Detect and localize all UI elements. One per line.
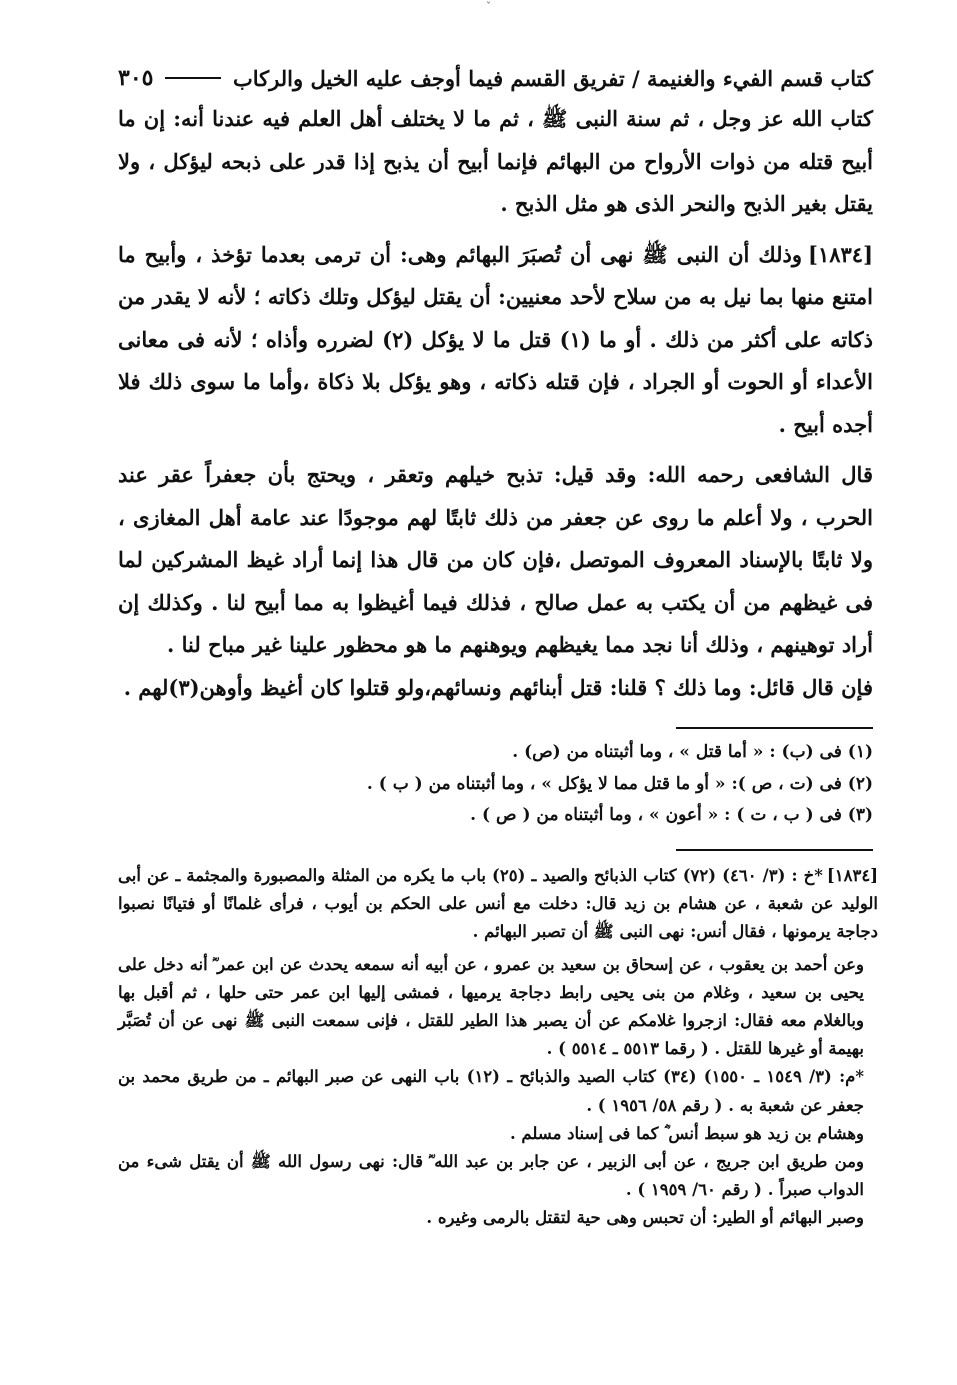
paragraph-2 <box>118 234 873 447</box>
takhrij-number: [١٨٣٤] <box>826 866 878 885</box>
paragraph-4: فإن قال قائل: وما ذلك ؟ قلنا: قتل أبنائهم ونسائهم،ولو قتلوا كان أغيظ وأوهن(٣)لهم . <box>123 674 873 700</box>
takhrij-entry-6: وصبر البهائم أو الطير: أن تحبس وهى حية لتقتل بالرمى وغيره . <box>426 1208 864 1228</box>
footnote-separator <box>676 727 873 729</box>
running-header <box>118 58 873 98</box>
takhrij-entry-5: ومن طريق ابن جريج ، عن أبى الزبير ، عن جابر بن عبد الله ؓ قال: نهى رسول الله ﷺ أن يقتل شىء من الدواب صبراً . ( رقم ٦٠/ ١٩٥٩ ) . <box>118 1152 864 1200</box>
takhrij-separator <box>676 849 873 851</box>
scan-mark: ˇ <box>486 2 491 13</box>
footnote-2: (٢) فى (ت ، ص ): « أو ما قتل مما لا يؤكل » ، وما أثبتناه من ( ب ) . <box>366 773 873 794</box>
takhrij-entry-3: *م: (٣/ ١٥٤٩ ـ ١٥٥٠) (٣٤) كتاب الصيد والذبائح ـ (١٢) باب النهى عن صبر البهائم ـ من طريق محمد بن جعفر عن شعبة به . ( رقم ٥٨/ ١٩٥٦ ) . <box>118 1067 865 1115</box>
takhrij-entry-1 <box>118 862 878 947</box>
footnote-3: (٣) فى ( ب ، ت ) : « أعون » ، وما أثبتناه من ( ص ) . <box>470 805 873 825</box>
header-rule <box>165 77 221 79</box>
footnote-1: (١) فى (ب) : « أما قتل » ، وما أثبتناه من (ص) . <box>512 742 873 762</box>
header-title: كتاب قسم الفيء والغنيمة / تفريق القسم فيما أوجف عليه الخيل والركاب <box>233 65 873 91</box>
takhrij-entry-2: وعن أحمد بن يعقوب ، عن إسحاق بن سعيد بن عمرو ، عن أبيه أنه سمعه يحدث عن ابن عمر ؓ أنه دخل على يحيى بن سعيد ، وغلام من بنى يحيى رابط دجاجة يرميها ، فمشى إليها ابن عمر حتى حلها ، ثم أقبل بها وبالغلام معه فقال: ازجروا غلامكم عن أن يصبر هذا الطير للقتل ، فإنى سمعت النبى ﷺ نهى عن أن تُصَبَّر بهيمة أو غيرها للقتل . ( رقما ٥٥١٣ ـ ٥٥١٤ ) . <box>118 954 864 1059</box>
page-number: ٣٠٥ <box>118 65 154 91</box>
takhrij-entry-1-text: *خ : (٣/ ٤٦٠) (٧٢) كتاب الذبائح والصيد ـ (٢٥) باب ما يكره من المثلة والمصبورة والمجثمة ـ عن أبى الوليد عن شعبة ، عن هشام بن زيد قال: دخلت مع أنس على الحكم بن أيوب ، فرأى غلمانًا أو فتيانًا نصبوا دجاجة يرمونها ، فقال أنس: نهى النبى ﷺ أن تصبر البهائم . <box>118 866 878 942</box>
paragraph-number: [١٨٣٤] <box>808 241 873 267</box>
takhrij-notes <box>118 862 878 1233</box>
paragraph-3: قال الشافعى رحمه الله: وقد قيل: تذبح خيلهم وتعقر ، ويحتج بأن جعفراً عقر عند الحرب ، ولا أعلم ما روى عن جعفر من ذلك ثابتًا لهم موجودًا عند عامة أهل المغازى ، ولا ثابتًا بالإسناد المعروف الموتصل ،فإن كان من قال هذا إنما أراد غيظ المشركين لما فى غيظهم من أن يكتب به عمل صالح ، فذلك فيما أغيظوا به مما أبيح لنا . وكذلك إن أراد توهينهم ، وذلك أنا نجد مما يغيظهم ويوهنهم ما هو محظور علينا غير مباح لنا . <box>118 462 873 657</box>
footnotes <box>118 737 873 832</box>
takhrij-entry-4: وهشام بن زيد هو سبط أنس ؓ كما فى إسناد مسلم . <box>509 1123 864 1143</box>
main-text <box>118 98 873 709</box>
paragraph-2-text: وذلك أن النبى ﷺ نهى أن تُصبَرَ البهائم وهى: أن ترمى بعدما تؤخذ ، وأبيح ما امتنع منها بما نيل به من سلاح لأحد معنيين: أن يقتل ليؤكل وتلك ذكاته ؛ لأنه لا يقدر من ذكاته على أكثر من ذلك . أو ما (١) قتل ما لا يؤكل (٢) لضرره وأذاه ؛ لأنه فى معانى الأعداء أو الحوت أو الجراد ، فإن قتله ذكاته ، وهو يؤكل بلا ذكاة ،وأما ما سوى ذلك فلا أجده أبيح . <box>118 241 873 437</box>
paragraph-1: كتاب الله عز وجل ، ثم سنة النبى ﷺ ، ثم ما لا يختلف أهل العلم فيه عندنا أنه: إن ما أبيح قتله من ذوات الأرواح من البهائم فإنما أبيح أن يذبح إذا قدر على ذبحه ليؤكل ، ولا يقتل بغير الذبح والنحر الذى هو مثل الذبح . <box>118 106 873 216</box>
